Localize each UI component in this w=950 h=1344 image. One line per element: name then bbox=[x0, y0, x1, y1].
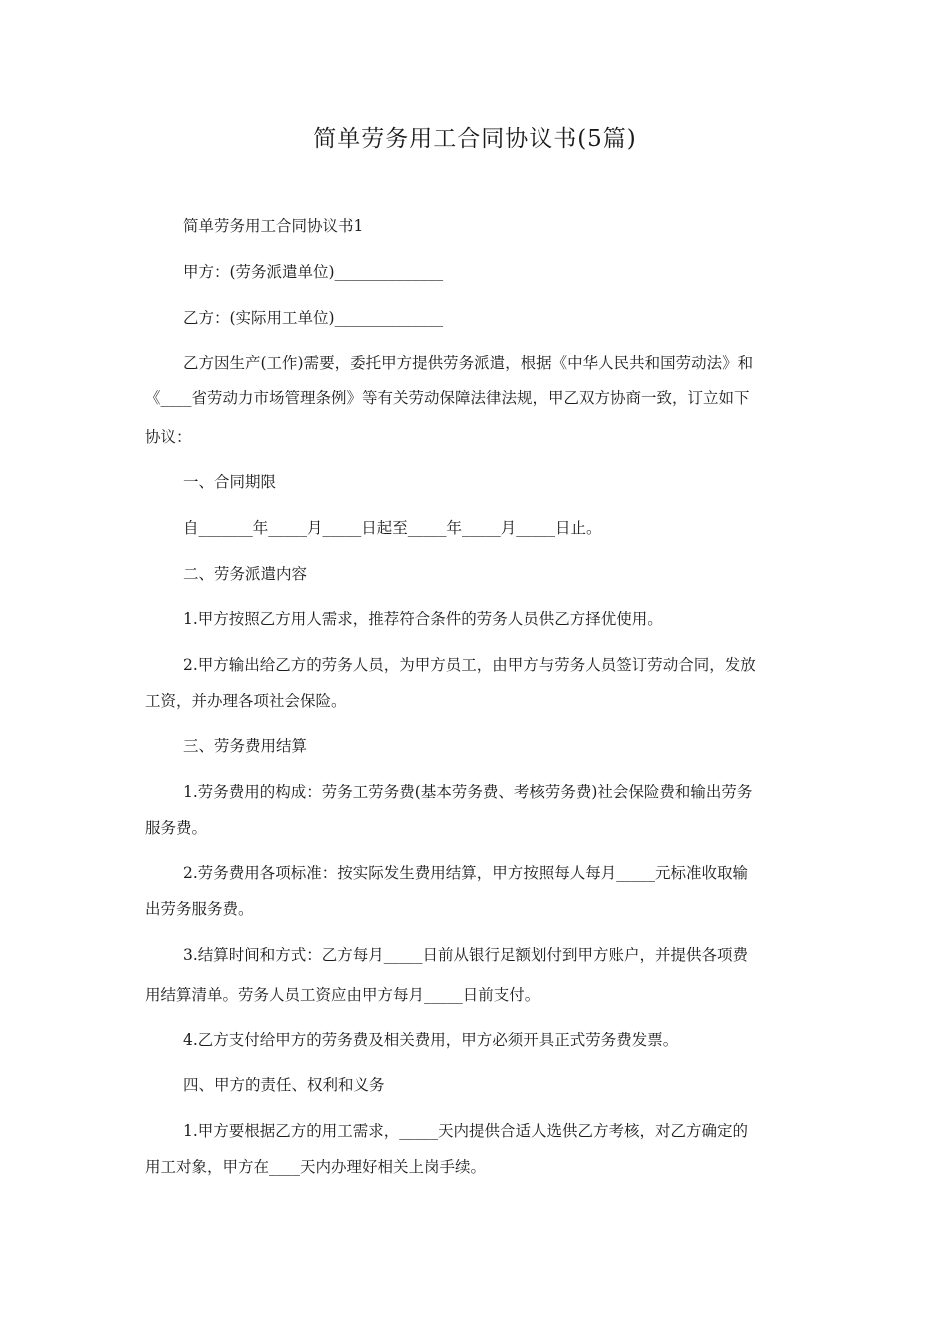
section-3-heading: 三、劳务费用结算 bbox=[183, 737, 308, 755]
section-3-item-3-line-1: 3.结算时间和方式：乙方每月_____日前从银行足额划付到甲方账户，并提供各项费 bbox=[183, 946, 749, 964]
preamble-line-2: 《____省劳动力市场管理条例》等有关劳动保障法律法规，甲乙双方协商一致，订立如下 bbox=[145, 389, 750, 407]
section-4-heading: 四、甲方的责任、权利和义务 bbox=[183, 1076, 385, 1094]
party-b-line: 乙方：(实际用工单位)______________ bbox=[183, 309, 444, 327]
page-title: 简单劳务用工合同协议书(5篇) bbox=[313, 126, 637, 152]
section-2-item-2-line-2: 工资，并办理各项社会保险。 bbox=[145, 692, 347, 710]
section-3-item-1-line-1: 1.劳务费用的构成：劳务工劳务费(基本劳务费、考核劳务费)社会保险费和输出劳务 bbox=[183, 783, 753, 801]
preamble-line-3: 协议： bbox=[145, 428, 192, 446]
section-2-item-2-line-1: 2.甲方输出给乙方的劳务人员，为甲方员工，由甲方与劳务人员签订劳动合同，发放 bbox=[183, 656, 756, 674]
section-1-heading: 一、合同期限 bbox=[183, 473, 277, 491]
section-subtitle: 简单劳务用工合同协议书1 bbox=[183, 217, 364, 235]
section-3-item-4: 4.乙方支付给甲方的劳务费及相关费用，甲方必须开具正式劳务费发票。 bbox=[183, 1031, 679, 1049]
section-3-item-3-line-2: 用结算清单。劳务人员工资应由甲方每月_____日前支付。 bbox=[145, 986, 541, 1004]
section-2-item-1: 1.甲方按照乙方用人需求，推荐符合条件的劳务人员供乙方择优使用。 bbox=[183, 610, 663, 628]
contract-term-line: 自_______年_____月_____日起至_____年_____月_____日止。 bbox=[183, 519, 602, 537]
section-3-item-2-line-1: 2.劳务费用各项标准：按实际发生费用结算，甲方按照每人每月_____元标准收取输 bbox=[183, 864, 749, 882]
section-3-item-2-line-2: 出劳务服务费。 bbox=[145, 900, 254, 918]
preamble-line-1: 乙方因生产(工作)需要，委托甲方提供劳务派遣，根据《中华人民共和国劳动法》和 bbox=[183, 354, 754, 372]
section-2-heading: 二、劳务派遣内容 bbox=[183, 565, 308, 583]
section-4-item-1-line-2: 用工对象，甲方在____天内办理好相关上岗手续。 bbox=[145, 1158, 487, 1176]
section-3-item-1-line-2: 服务费。 bbox=[145, 819, 208, 837]
party-a-line: 甲方：(劳务派遣单位)______________ bbox=[183, 263, 444, 281]
section-4-item-1-line-1: 1.甲方要根据乙方的用工需求，_____天内提供合适人选供乙方考核，对乙方确定的 bbox=[183, 1122, 749, 1140]
